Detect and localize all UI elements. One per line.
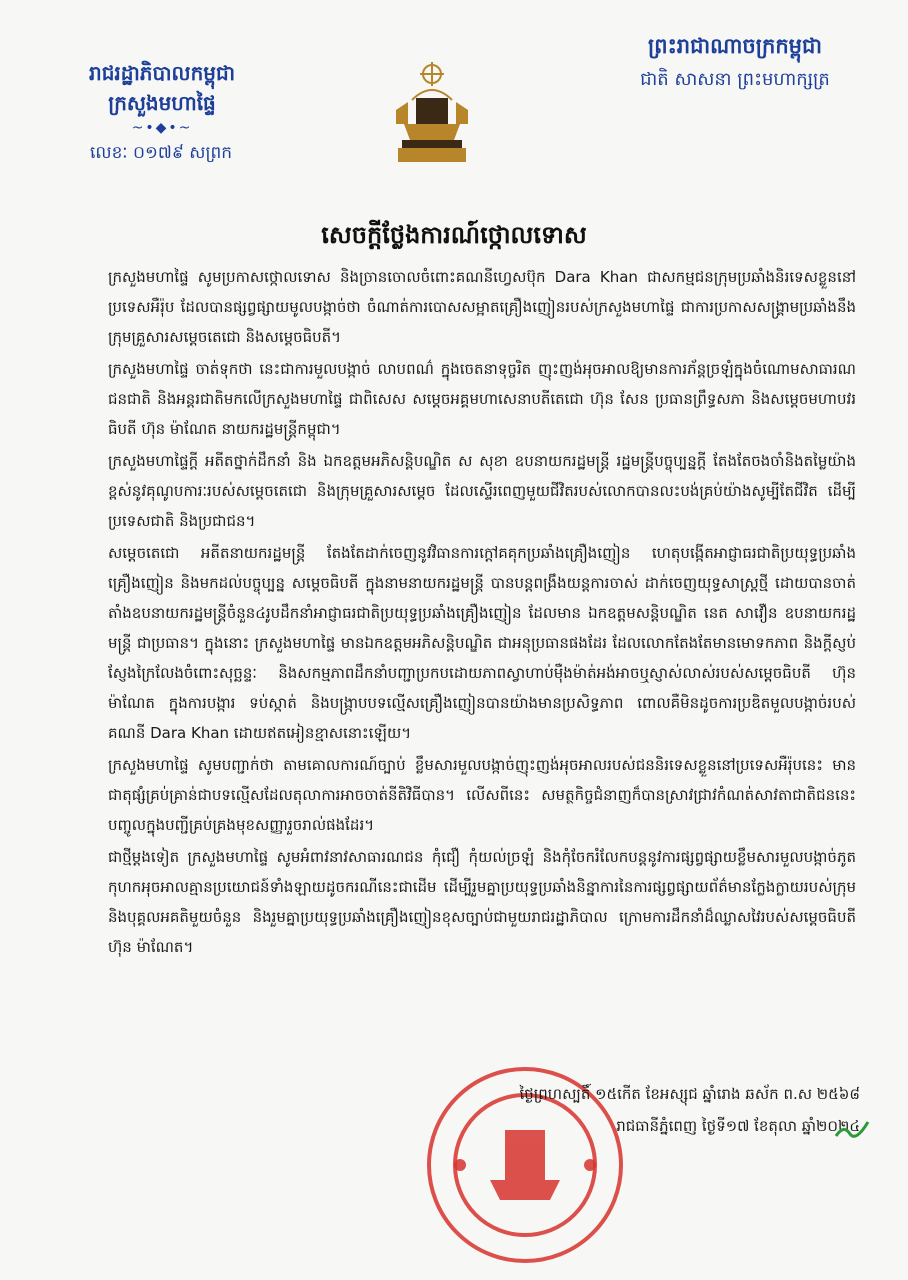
reference-number: លេខៈ ០១៧៩ សព្រក: [90, 143, 233, 163]
solar-date-place: រាជធានីភ្នំពេញ ថ្ងៃទី១៧ ខែតុលា ឆ្នាំ២០២៤: [616, 1117, 860, 1135]
kingdom-name: ព្រះរាជាណាចក្រកម្ពុជា: [647, 34, 822, 58]
signature-mark-icon: [832, 1118, 872, 1144]
government-name: រាជរដ្ឋាភិបាលកម្ពុជា: [89, 61, 235, 85]
signature-date-block: [400, 1078, 860, 1142]
issuer-block: [62, 58, 262, 168]
paragraph: ក្រសួងមហាផ្ទៃ សូមបញ្ជាក់ថា តាមគោលការណ៍ច្បាប់ ខ្លឹមសារមួលបង្កាច់ញុះញង់អុចអាលរបស់ជននិរទេសខ្លួននៅប្រទេសអឺរ៉ុបនេះ មានជាតុផ្សំគ្រប់គ្រាន់ជាបទល្មើសដែលតុលាការអាចចាត់នីតិវិធីបាន។ លើសពីនេះ សមត្ថកិច្ចជំនាញក៏បានស្រាវជ្រាវកំណត់សាវតាជាតិជននេះបញ្ចូលក្នុងបញ្ជីគ្រប់គ្រងមុខសញ្ញារួចរាល់ផងដែរ។: [108, 756, 856, 834]
national-motto: ជាតិ សាសនា ព្រះមហាក្សត្រ: [640, 69, 830, 90]
royal-emblem-icon: [382, 60, 482, 170]
kingdom-motto-block: [600, 28, 870, 96]
lunar-date: ថ្ងៃព្រហស្បតិ៍ ១៥កើត ខែអស្សុជ ឆ្នាំរោង ឆស័ក ព.ស ២៥៦៨: [519, 1085, 860, 1103]
ministry-name: ក្រសួងមហាផ្ទៃ: [108, 91, 216, 115]
paragraph: ជាថ្មីម្តងទៀត ក្រសួងមហាផ្ទៃ សូមអំពាវនាវសាធារណជន កុំជឿ កុំយល់ច្រឡំ និងកុំចែករំលែកបន្តនូវការផ្សព្វផ្សាយខ្លឹមសារមួលបង្កាច់ភូតកុហកអុចអាលគ្មានប្រយោជន៍ទាំងឡាយដូចករណីនេះជាដើម ដើម្បីរួមគ្នាប្រយុទ្ធប្រឆាំងនិន្នាការនៃការផ្សព្វផ្សាយព័ត៌មានក្លែងក្លាយរបស់ក្រុមនិងបុគ្គលអគតិមួយចំនួន និងរួមគ្នាប្រយុទ្ធប្រឆាំងគ្រឿងញៀនខុសច្បាប់ជាមួយរាជរដ្ឋាភិបាល ក្រោមការដឹកនាំដ៏ឈ្លាសវៃរបស់សម្តេចធិបតី ហ៊ុន ម៉ាណែត។: [108, 848, 856, 956]
paragraph: សម្តេចតេជោ អតីតនាយករដ្ឋមន្ត្រី តែងតែដាក់ចេញនូវវិធានការក្តៅគគុកប្រឆាំងគ្រឿងញៀន ហេតុបង្កើតអាជ្ញាធរជាតិប្រយុទ្ធប្រឆាំងគ្រឿងញៀន និងមកដល់បច្ចុប្បន្ន សម្តេចធិបតី ក្នុងនាមនាយករដ្ឋមន្ត្រី បានបន្តពង្រឹងយន្តការចាស់ ដាក់ចេញយុទ្ធសាស្ត្រថ្មី ដោយបានចាត់តាំងឧបនាយករដ្ឋមន្ត្រីចំនួន៤រូបដឹកនាំអាជ្ញាធរជាតិប្រយុទ្ធប្រឆាំងគ្រឿងញៀន ដែលមាន ឯកឧត្តមសន្តិបណ្ឌិត នេត សាវឿន ឧបនាយករដ្ឋមន្ត្រី ជាប្រធាន។ ក្នុងនោះ ក្រសួងមហាផ្ទៃ មានឯកឧត្តមអភិសន្តិបណ្ឌិត ជាអនុប្រធានផងដែរ ដែលលោកតែងតែមានមោទកភាព និងក្តីស្ញប់ស្ញែងក្រៃលែងចំពោះសុច្ឆន្ទៈ និងសកម្មភាពដឹកនាំបញ្ជាប្រកបដោយភាពស្វាហាប់ម៉ឺងម៉ាត់អង់អាចឬស្ញាស់លាស់របស់សម្តេចធិបតី ហ៊ុន ម៉ាណែត ក្នុងការបង្ការ ទប់ស្កាត់ និងបង្ក្រាបបទល្មើសគ្រឿងញៀនបានយ៉ាងមានប្រសិទ្ធភាព ពោលគឺមិនដូចការប្រឌិតមួលបង្កាច់របស់គណនី Dara Khan ដោយឥតអៀនខ្មាសនោះឡើយ។: [108, 544, 856, 742]
ornament-divider: ~•◆•~: [131, 120, 193, 136]
paragraph: ក្រសួងមហាផ្ទៃ សូមប្រកាសថ្កោលទោស និងច្រានចោលចំពោះគណនីហ្វេសប៊ុក Dara Khan ជាសកម្មជនក្រុមប្រឆាំងនិរទេសខ្លួននៅប្រទេសអឺរ៉ុប ដែលបានផ្សព្វផ្សាយមូលបង្កាច់ថា ចំណាត់ការបោសសម្អាតគ្រឿងញៀនរបស់ក្រសួងមហាផ្ទៃ ជាការប្រកាសសង្រ្គាមប្រឆាំងនឹងក្រុមគ្រួសារសម្តេចតេជោ និងសម្តេចធិបតី។: [108, 268, 856, 346]
paragraph: ក្រសួងមហាផ្ទៃក្តី អតីតថ្នាក់ដឹកនាំ និង ឯកឧត្តមអភិសន្តិបណ្ឌិត ស សុខា ឧបនាយករដ្ឋមន្ត្រី រដ្ឋមន្ត្រីបច្ចុប្បន្នក្តី តែងតែចងចាំនិងតម្លៃយ៉ាងខ្ពស់នូវគុណូបការៈរបស់សម្តេចតេជោ និងក្រុមគ្រួសារសម្តេច ដែលស្ទើរពេញមួយជីវិតរបស់លោកបានលះបង់គ្រប់យ៉ាងសូម្បីតែជីវិត ដើម្បីប្រទេសជាតិ និងប្រជាជន។: [108, 452, 856, 530]
statement-body: [108, 262, 856, 964]
paragraph: ក្រសួងមហាផ្ទៃ ចាត់ទុកថា នេះជាការមួលបង្កាច់ លាបពណ៌ ក្នុងចេតនាទុច្ចរិត ញុះញង់អុចអាលឱ្យមានការភ័ន្តច្រឡំក្នុងចំណោមសាធារណជនជាតិ និងអន្តរជាតិមកលើក្រសួងមហាផ្ទៃ ជាពិសេស សម្តេចអគ្គមហាសេនាបតីតេជោ ហ៊ុន សែន ប្រធានព្រឹទ្ធសភា និងសម្តេចមហាបវរធិបតី ហ៊ុន ម៉ាណែត នាយករដ្ឋមន្ត្រីកម្ពុជា។: [108, 360, 856, 438]
document-title: សេចក្តីថ្លែងការណ៍ថ្កោលទោស: [321, 221, 587, 249]
